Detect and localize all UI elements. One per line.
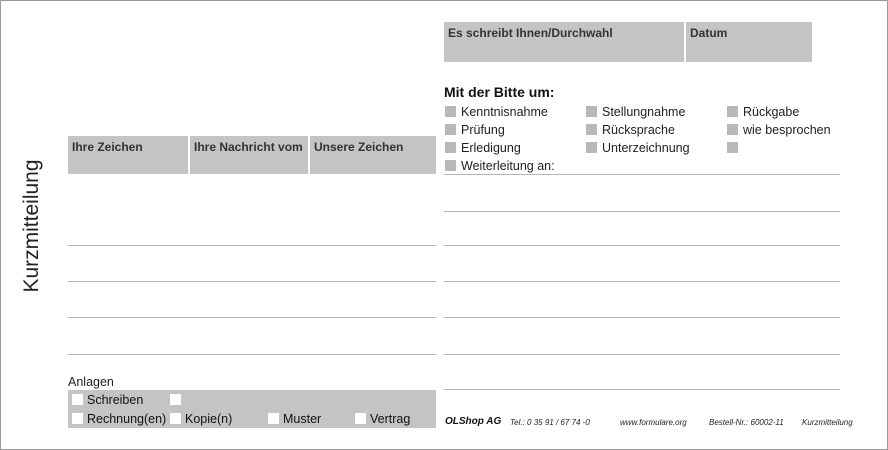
checkbox-square [170,413,181,424]
writing-line [444,174,840,175]
checkbox-ruecksprache[interactable]: Rücksprache [586,123,675,137]
checkbox-wie-besprochen[interactable]: wie besprochen [727,123,831,137]
footer-product: Kurzmitteilung [802,418,853,427]
checkbox-square [586,124,597,135]
checkbox-square [72,413,83,424]
checkbox-unterzeichnung[interactable]: Unterzeichnung [586,141,690,155]
form-title: Kurzmitteilung [20,159,43,293]
writing-line [68,245,436,246]
checkbox-square [445,106,456,117]
checkbox-schreiben[interactable]: Schreiben [72,393,143,407]
writing-line [444,211,840,212]
writing-line [444,354,840,355]
checkbox-square [445,160,456,171]
our-ref-label: Unsere Zeichen [314,140,404,154]
writer-label: Es schreibt Ihnen/Durchwahl [448,26,613,40]
checkbox-square [727,142,738,153]
checkbox-square [586,142,597,153]
checkbox-kopien[interactable]: Kopie(n) [170,412,232,426]
checkbox-square [445,142,456,153]
checkbox-attachment-blank[interactable] [170,393,185,407]
checkbox-rechnungen[interactable]: Rechnung(en) [72,412,166,426]
checkbox-vertrag[interactable]: Vertrag [355,412,410,426]
your-message-label: Ihre Nachricht vom [194,140,303,154]
footer-website: www.formulare.org [620,418,687,427]
checkbox-square [445,124,456,135]
request-heading: Mit der Bitte um: [444,84,555,100]
checkbox-square [727,106,738,117]
checkbox-square [586,106,597,117]
checkbox-weiterleitung[interactable]: Weiterleitung an: [445,159,555,173]
writing-line [68,281,436,282]
checkbox-rueckgabe[interactable]: Rückgabe [727,105,799,119]
writing-line [444,245,840,246]
checkbox-erledigung[interactable]: Erledigung [445,141,521,155]
checkbox-square [727,124,738,135]
footer-phone: Tel.: 0 35 91 / 67 74 -0 [510,418,590,427]
your-message-field[interactable] [190,136,308,174]
your-ref-label: Ihre Zeichen [72,140,143,154]
writing-line [444,281,840,282]
checkbox-stellungnahme[interactable]: Stellungnahme [586,105,685,119]
footer-order-number: Bestell-Nr.: 60002-11 [709,418,784,427]
your-ref-field[interactable] [68,136,188,174]
writer-field[interactable] [444,22,684,62]
date-label: Datum [690,26,728,40]
writing-line [68,317,436,318]
writing-line [68,354,436,355]
attachments-label: Anlagen [68,375,114,389]
checkbox-muster[interactable]: Muster [268,412,321,426]
brand-logo: OLShop AG [445,416,502,427]
checkbox-square [355,413,366,424]
writing-line [444,389,840,390]
checkbox-square [72,394,83,405]
our-ref-field[interactable] [310,136,436,174]
checkbox-square [170,394,181,405]
writing-line [444,317,840,318]
checkbox-pruefung[interactable]: Prüfung [445,123,505,137]
date-field[interactable] [686,22,812,62]
checkbox-blank[interactable] [727,141,743,155]
checkbox-kenntnisnahme[interactable]: Kenntnisnahme [445,105,548,119]
checkbox-square [268,413,279,424]
